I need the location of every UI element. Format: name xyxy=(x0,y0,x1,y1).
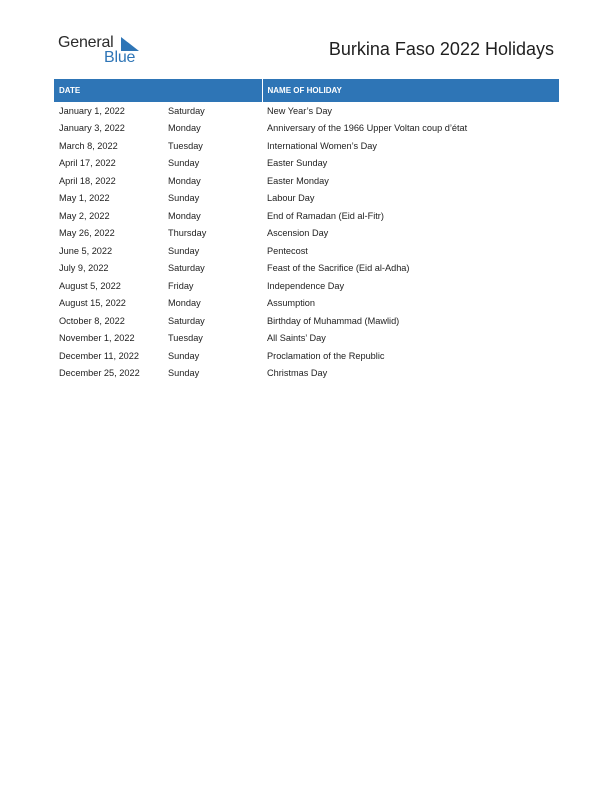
holiday-name: All Saints’ Day xyxy=(267,333,326,344)
table-row xyxy=(54,120,559,138)
holiday-name: Birthday of Muhammad (Mawlid) xyxy=(267,315,400,326)
holiday-weekday: Monday xyxy=(168,175,201,186)
holiday-name: Feast of the Sacrifice (Eid al-Adha) xyxy=(267,263,410,274)
holiday-name: International Women’s Day xyxy=(267,140,377,151)
holiday-date: April 17, 2022 xyxy=(59,158,116,169)
holiday-date: January 3, 2022 xyxy=(59,123,125,134)
table-row xyxy=(54,155,559,173)
holiday-date: November 1, 2022 xyxy=(59,333,135,344)
holiday-date: August 15, 2022 xyxy=(59,298,126,309)
holiday-name: Anniversary of the 1966 Upper Voltan coup d’état xyxy=(267,123,468,134)
holiday-weekday: Monday xyxy=(168,123,201,134)
holiday-weekday: Sunday xyxy=(168,368,200,379)
logo-word-general: General xyxy=(58,34,114,51)
holiday-date: January 1, 2022 xyxy=(59,105,125,116)
table-row xyxy=(54,207,559,225)
holiday-name: Assumption xyxy=(267,298,316,309)
holiday-date: May 1, 2022 xyxy=(59,193,110,204)
holiday-date: October 8, 2022 xyxy=(59,315,125,326)
table-row xyxy=(54,137,559,155)
holiday-name: Ascension Day xyxy=(267,228,329,239)
holiday-date: March 8, 2022 xyxy=(59,140,118,151)
brand-logo xyxy=(58,34,148,68)
holiday-name: Pentecost xyxy=(267,245,308,256)
holiday-date: December 11, 2022 xyxy=(59,350,140,361)
holiday-name: Proclamation of the Republic xyxy=(267,350,385,361)
holiday-name: Christmas Day xyxy=(267,368,328,379)
holiday-name: Easter Sunday xyxy=(267,158,328,169)
holiday-weekday: Saturday xyxy=(168,263,205,274)
holiday-date: July 9, 2022 xyxy=(59,263,109,274)
holiday-name: Labour Day xyxy=(267,193,315,204)
holiday-name: End of Ramadan (Eid al-Fitr) xyxy=(267,210,384,221)
table-row xyxy=(54,365,559,383)
holiday-weekday: Tuesday xyxy=(168,140,203,151)
holiday-weekday: Sunday xyxy=(168,158,200,169)
holiday-date: August 5, 2022 xyxy=(59,280,121,291)
table-row xyxy=(54,260,559,278)
table-row xyxy=(54,190,559,208)
holiday-date: April 18, 2022 xyxy=(59,175,116,186)
holiday-weekday: Monday xyxy=(168,210,201,221)
holiday-weekday: Sunday xyxy=(168,245,200,256)
table-header-row xyxy=(54,79,559,102)
holiday-date: December 25, 2022 xyxy=(59,368,140,379)
page-title: Burkina Faso 2022 Holidays xyxy=(328,39,554,59)
holiday-weekday: Saturday xyxy=(168,315,205,326)
date-column-header: DATE xyxy=(54,79,262,102)
holiday-name-column-header: NAME OF HOLIDAY xyxy=(262,79,559,102)
table-row xyxy=(54,312,559,330)
holiday-date: May 26, 2022 xyxy=(59,228,115,239)
table-row xyxy=(54,102,559,120)
table-row xyxy=(54,225,559,243)
holiday-weekday: Sunday xyxy=(168,193,200,204)
holiday-date: May 2, 2022 xyxy=(59,210,110,221)
table-row xyxy=(54,347,559,365)
holiday-weekday: Monday xyxy=(168,298,201,309)
table-row xyxy=(54,330,559,348)
holiday-table xyxy=(54,79,559,382)
holiday-name: Easter Monday xyxy=(267,175,329,186)
holiday-weekday: Sunday xyxy=(168,350,200,361)
holiday-weekday: Saturday xyxy=(168,105,205,116)
table-row xyxy=(54,277,559,295)
holiday-name: New Year’s Day xyxy=(267,105,333,116)
holiday-name: Independence Day xyxy=(267,280,345,291)
table-row xyxy=(54,242,559,260)
holiday-date: June 5, 2022 xyxy=(59,245,113,256)
table-row xyxy=(54,295,559,313)
table-row xyxy=(54,172,559,190)
holiday-rows xyxy=(54,102,559,382)
holiday-weekday: Thursday xyxy=(168,228,207,239)
holiday-weekday: Tuesday xyxy=(168,333,203,344)
holiday-weekday: Friday xyxy=(168,280,194,291)
logo-word-blue: Blue xyxy=(104,49,136,66)
